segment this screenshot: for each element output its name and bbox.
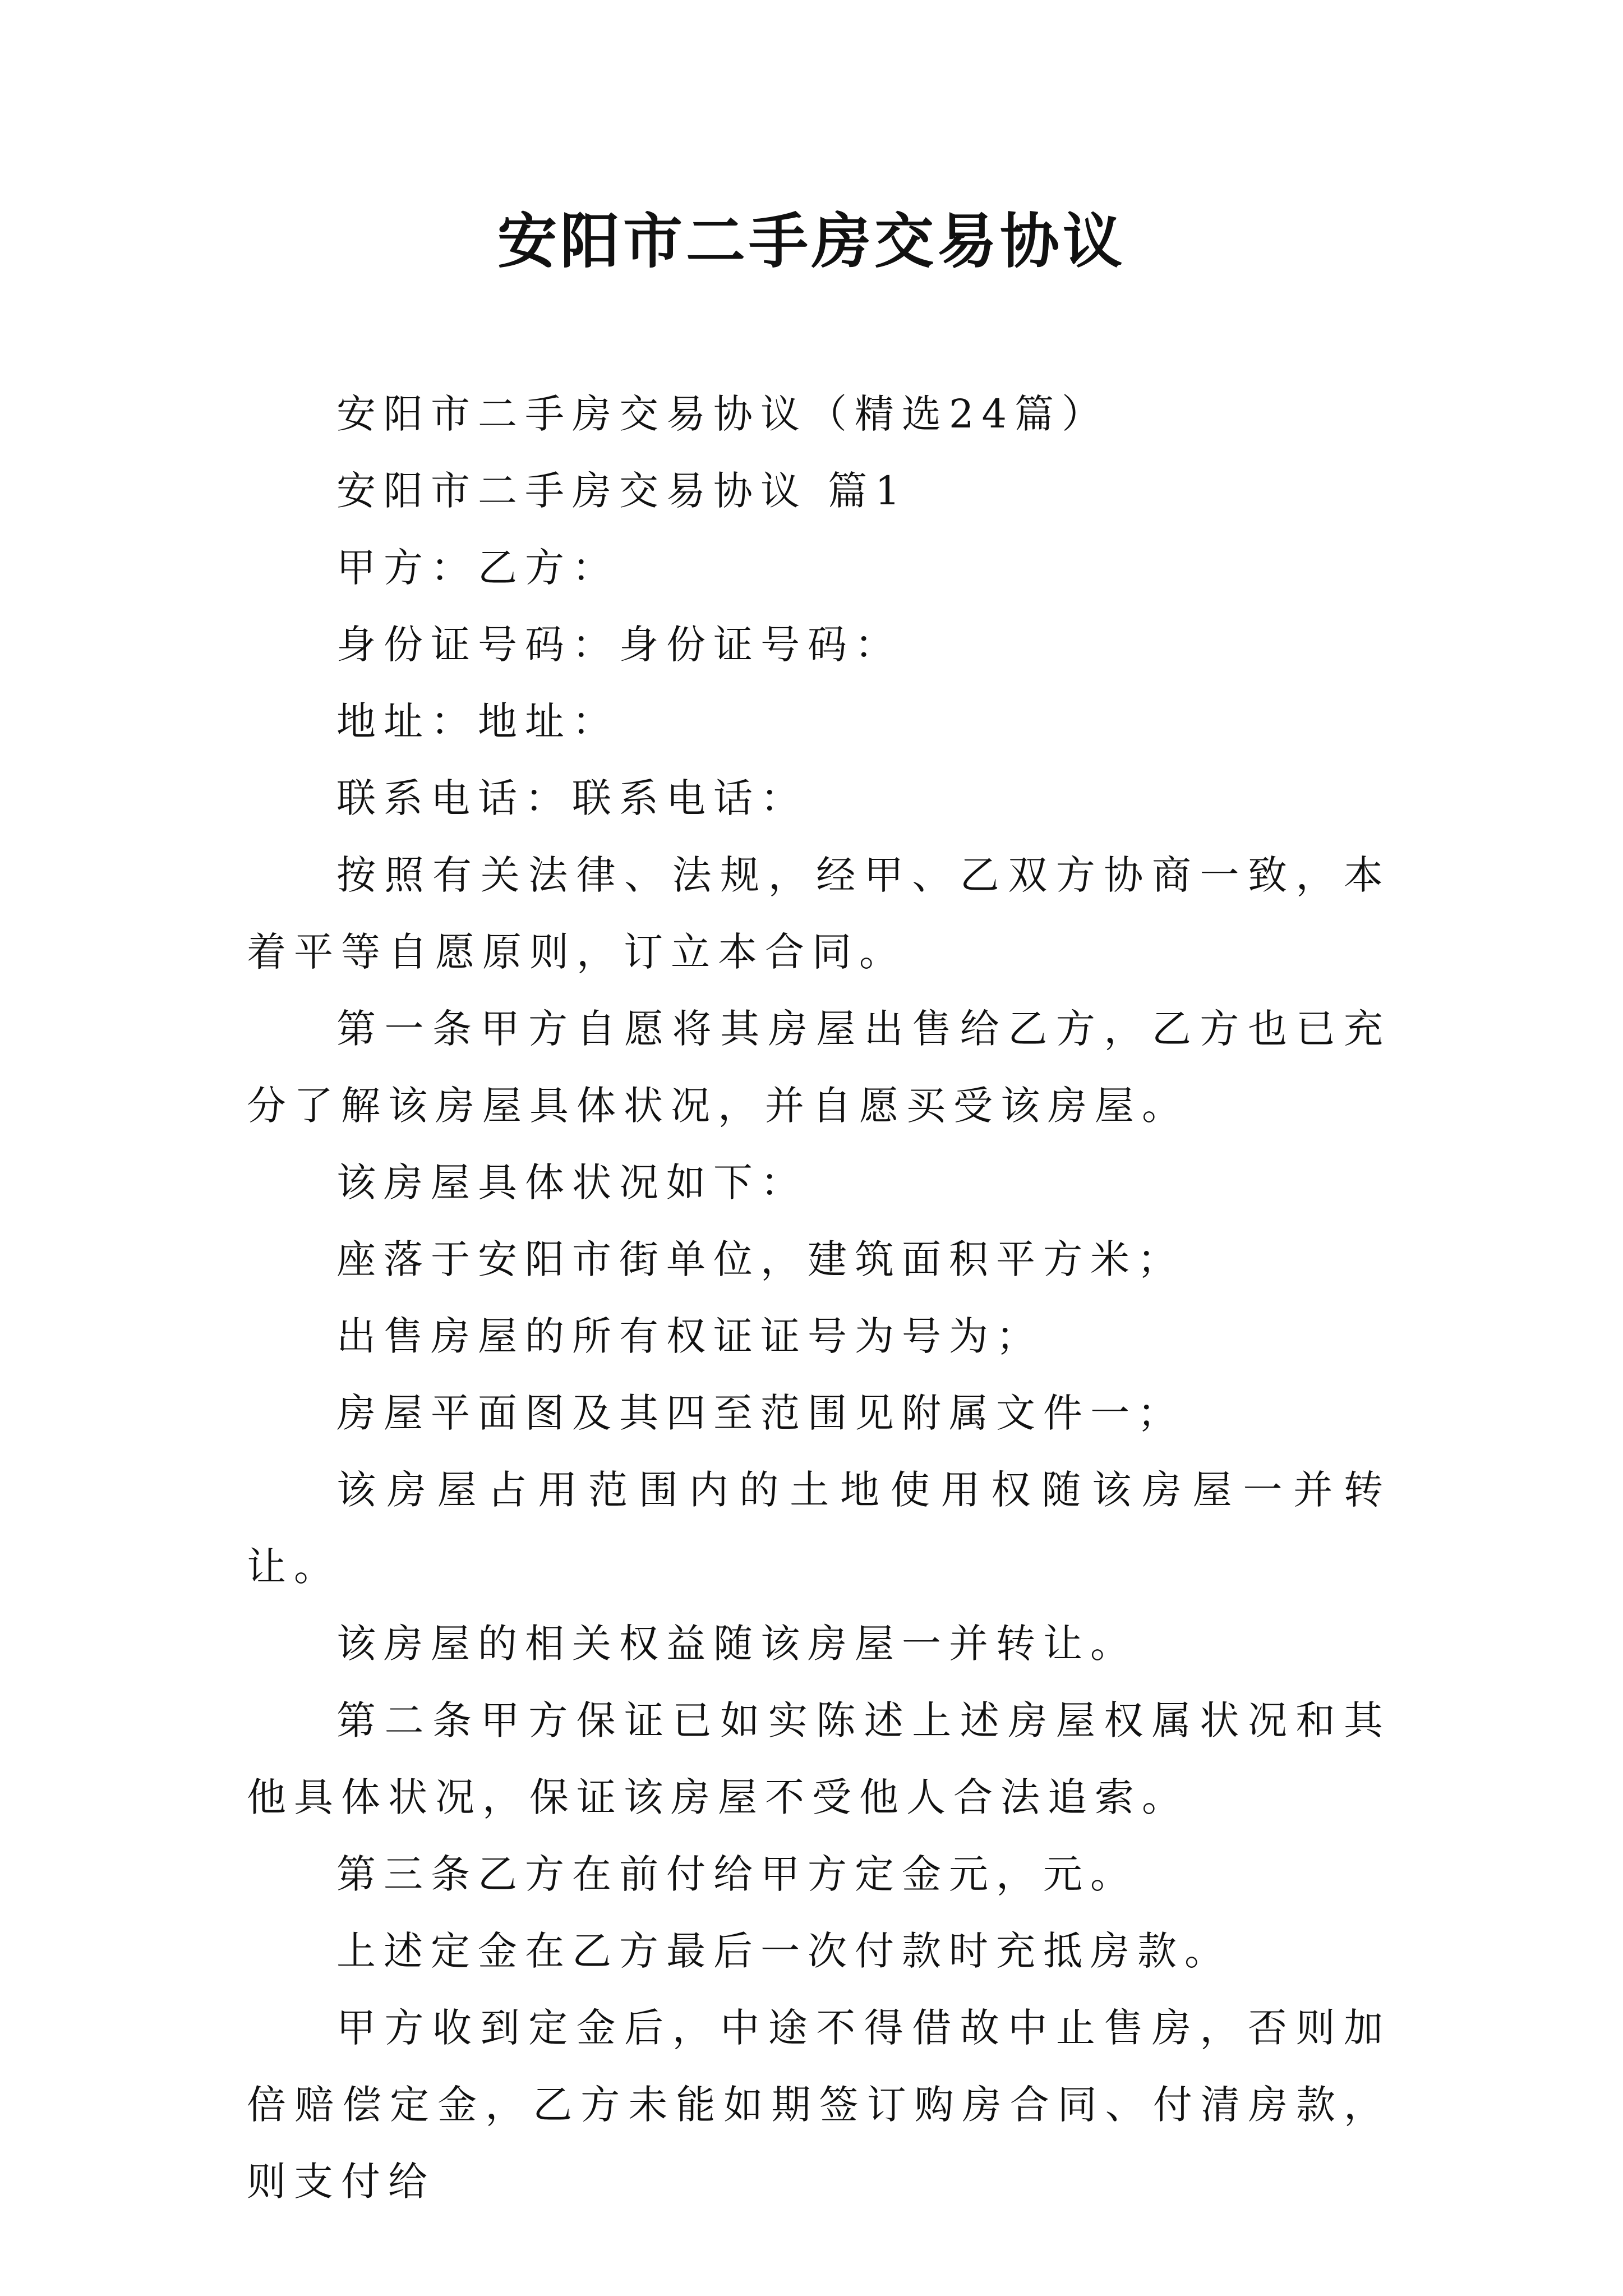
paragraph-subtitle: 安阳市二手房交易协议（精选24篇） bbox=[336, 391, 1109, 437]
paragraph-property-intro: 该房屋具体状况如下： bbox=[336, 1159, 808, 1205]
paragraph-land-use: 该房屋占用范围内的土地使用权随该房屋一并转让。 bbox=[247, 1467, 1391, 1590]
paragraph-related-rights: 该房屋的相关权益随该房屋一并转让。 bbox=[336, 1621, 1137, 1667]
paragraph-addresses: 地址：地址： bbox=[336, 698, 619, 744]
paragraph-preamble: 按照有关法律、法规，经甲、乙双方协商一致，本着平等自愿原则，订立本合同。 bbox=[247, 852, 1391, 975]
paragraph-deposit-offset: 上述定金在乙方最后一次付款时充抵房款。 bbox=[336, 1928, 1232, 1974]
paragraph-article-3: 第三条乙方在前付给甲方定金元，元。 bbox=[336, 1851, 1137, 1897]
paragraph-certificate: 出售房屋的所有权证证号为号为； bbox=[336, 1313, 1043, 1359]
paragraph-parties: 甲方：乙方： bbox=[336, 545, 619, 591]
paragraph-article-1: 第一条甲方自愿将其房屋出售给乙方，乙方也已充分了解该房屋具体状况，并自愿买受该房屋。 bbox=[247, 1006, 1391, 1129]
paragraph-id-numbers: 身份证号码：身份证号码： bbox=[336, 622, 902, 668]
paragraph-location: 座落于安阳市街单位，建筑面积平方米； bbox=[336, 1236, 1184, 1282]
document-title: 安阳市二手房交易协议 bbox=[497, 206, 1126, 276]
paragraph-section-heading: 安阳市二手房交易协议 篇1 bbox=[336, 468, 908, 514]
paragraph-floor-plan: 房屋平面图及其四至范围见附属文件一； bbox=[336, 1390, 1184, 1436]
paragraph-phones: 联系电话：联系电话： bbox=[336, 775, 808, 821]
document-body bbox=[247, 376, 1391, 2220]
paragraph-deposit-penalty: 甲方收到定金后，中途不得借故中止售房，否则加倍赔偿定金，乙方未能如期签订购房合同、付清房款，则支付给 bbox=[247, 2005, 1391, 2205]
paragraph-article-2: 第二条甲方保证已如实陈述上述房屋权属状况和其他具体状况，保证该房屋不受他人合法追索。 bbox=[247, 1697, 1391, 1820]
